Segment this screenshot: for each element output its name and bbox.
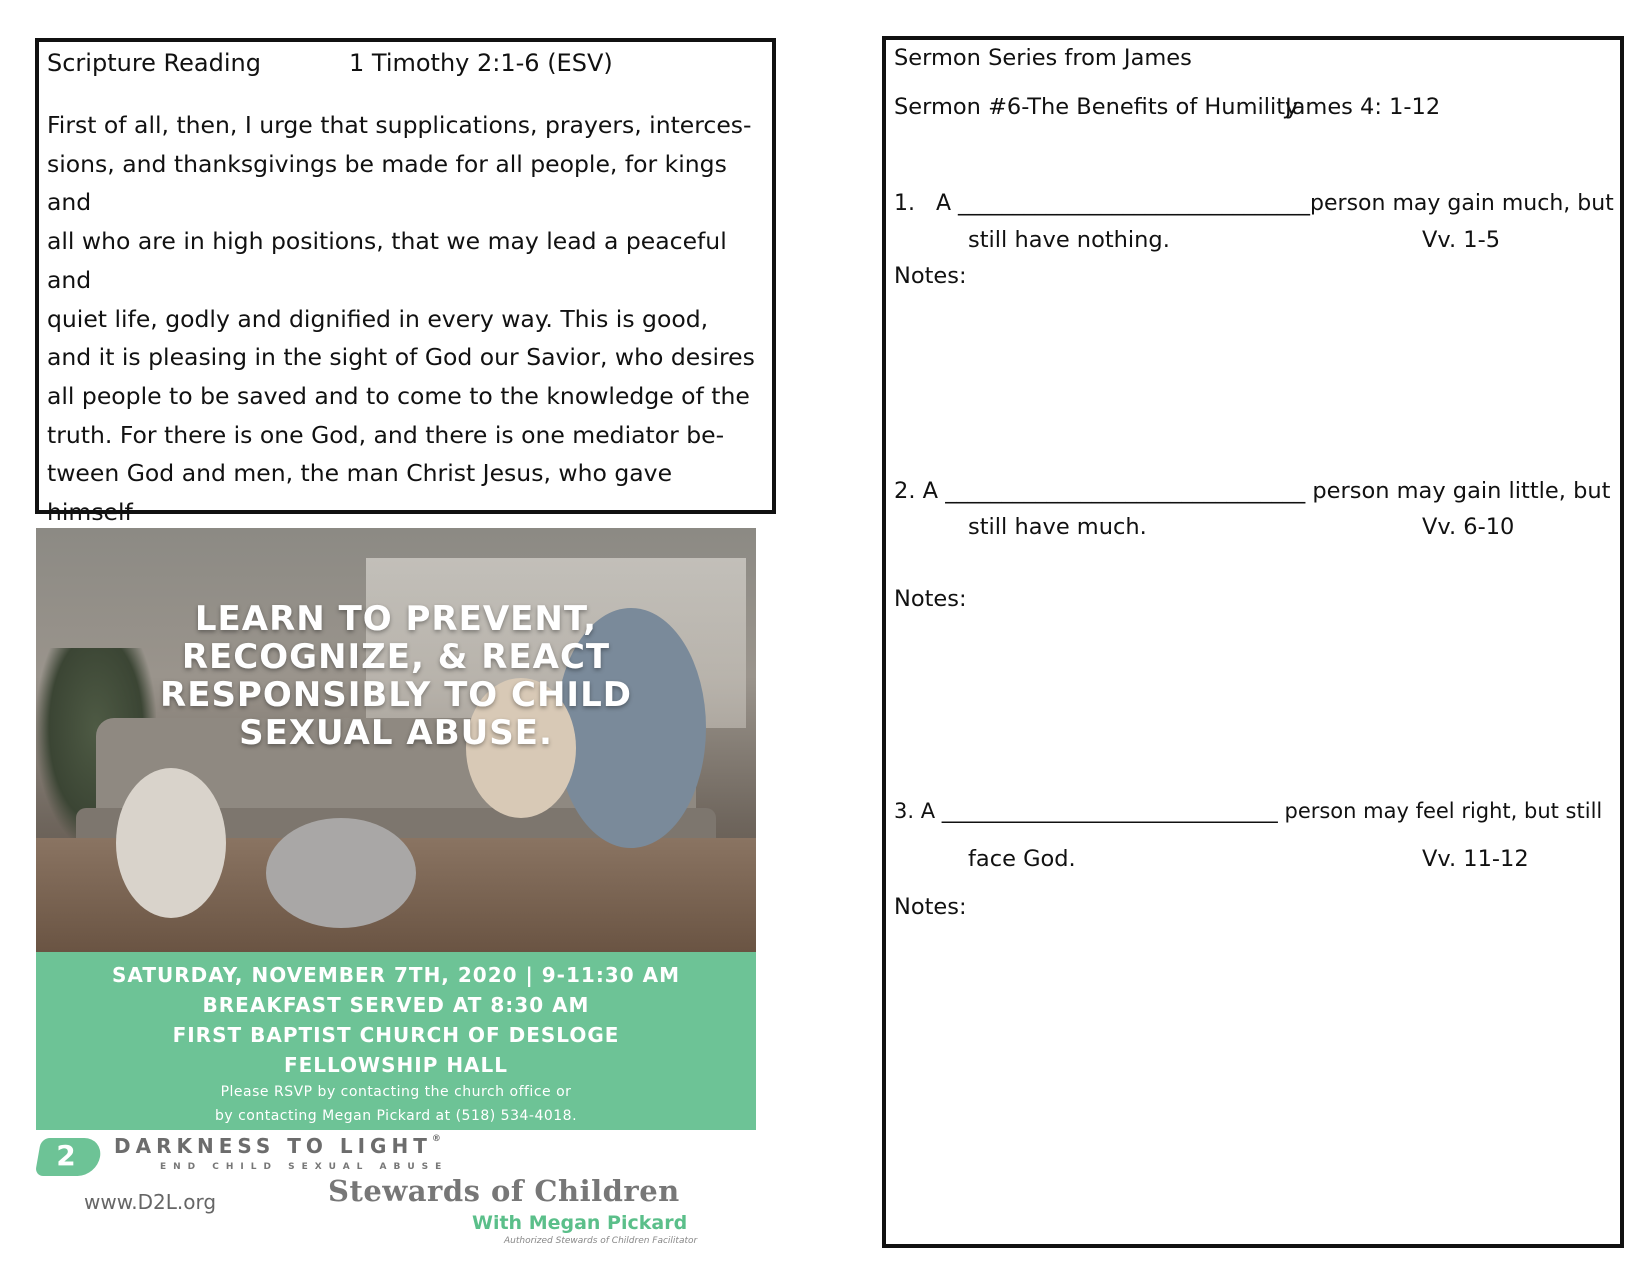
scripture-box (35, 38, 776, 527)
org-name-text: DARKNESS TO LIGHT (114, 1134, 432, 1158)
passage-line: tween God and men, the man Christ Jesus, who gave himself (47, 459, 673, 527)
flyer-photo (36, 528, 756, 952)
passage-line: all who are in high positions, that we may lead a peaceful and (47, 227, 727, 294)
point-article: A (922, 478, 939, 504)
flyer-headline (36, 600, 756, 752)
scripture-header (47, 46, 764, 80)
d2l-logo-icon (35, 1138, 104, 1176)
point-continuation: still have much. (968, 514, 1147, 540)
point-article: A (935, 191, 952, 216)
sermon-series: Sermon Series from James (894, 45, 1192, 71)
sermon-passage: James 4: 1-12 (1285, 94, 1441, 120)
point-text: person may gain much, but (1310, 191, 1614, 216)
passage-line: quiet life, godly and dignified in every way. This is good, (47, 304, 709, 333)
notes-label: Notes: (894, 586, 967, 612)
headline-line: SEXUAL ABUSE. (239, 713, 553, 753)
sermon-title: Sermon #6-The Benefits of Humility (894, 94, 1299, 120)
point-number: 1. (894, 191, 915, 216)
point-1-line (894, 190, 1614, 218)
event-details-band (36, 952, 756, 1130)
point-number: 2. (894, 478, 916, 504)
event-breakfast: BREAKFAST SERVED AT 8:30 AM (202, 993, 590, 1017)
point-text: person may gain little, but (1312, 478, 1611, 504)
flyer-footer (36, 1130, 756, 1248)
passage-line: sions, and thanksgivings be made for all people, for kings and (47, 149, 727, 217)
rsvp-line: by contacting Megan Pickard at (518) 534-4018. (214, 1108, 578, 1124)
scripture-heading: Scripture Reading (47, 49, 261, 77)
notes-label: Notes: (894, 263, 967, 289)
event-date-time: SATURDAY, NOVEMBER 7TH, 2020 | 9-11:30 AM (111, 963, 680, 987)
org-website: www.D2L.org (84, 1190, 217, 1214)
fill-in-blank: ________________________________ (945, 478, 1306, 504)
org-mark: ® (431, 1134, 441, 1144)
headline-line: LEARN TO PREVENT, (194, 599, 598, 639)
event-flyer (36, 528, 756, 1248)
child-figure (116, 768, 226, 918)
headline-line: RECOGNIZE, & REACT (181, 637, 611, 677)
point-article: A (920, 799, 936, 823)
fill-in-blank: ________________________________ (958, 191, 1311, 216)
point-number: 3. (894, 799, 915, 823)
org-name (114, 1134, 441, 1158)
facilitator-note: Authorized Stewards of Children Facilitator (504, 1236, 698, 1246)
event-room: FELLOWSHIP HALL (283, 1053, 509, 1077)
point-continuation: still have nothing. (968, 227, 1170, 253)
notes-label: Notes: (894, 894, 967, 920)
point-verses: Vv. 11-12 (1422, 846, 1529, 872)
passage-line: all people to be saved and to come to the knowledge of the (47, 381, 750, 410)
point-continuation: face God. (968, 846, 1076, 872)
facilitator-name: With Megan Pickard (472, 1212, 688, 1234)
point-text: person may feel right, but still (1284, 799, 1603, 823)
child-figure (266, 818, 416, 928)
point-verses: Vv. 6-10 (1422, 514, 1515, 540)
logo-glyph: 2 (56, 1139, 76, 1172)
point-2-line (894, 477, 1610, 505)
passage-line: First of all, then, I urge that supplications, prayers, interces- (47, 111, 752, 139)
headline-line: RESPONSIBLY TO CHILD (160, 675, 632, 715)
event-location: FIRST BAPTIST CHURCH OF DESLOGE (172, 1023, 620, 1047)
scripture-reference: 1 Timothy 2:1-6 (ESV) (349, 49, 613, 77)
fill-in-blank: ________________________________ (941, 799, 1278, 823)
point-3-line (894, 797, 1602, 825)
passage-line: and it is pleasing in the sight of God our Savior, who desires (47, 343, 755, 372)
rsvp-line: Please RSVP by contacting the church office or (220, 1084, 572, 1100)
sermon-notes-box (882, 36, 1624, 1248)
program-name: Stewards of Children (328, 1174, 680, 1208)
passage-line: truth. For there is one God, and there is one mediator be- (47, 420, 725, 449)
org-tagline: END CHILD SEXUAL ABUSE (160, 1162, 449, 1172)
point-verses: Vv. 1-5 (1422, 227, 1501, 253)
